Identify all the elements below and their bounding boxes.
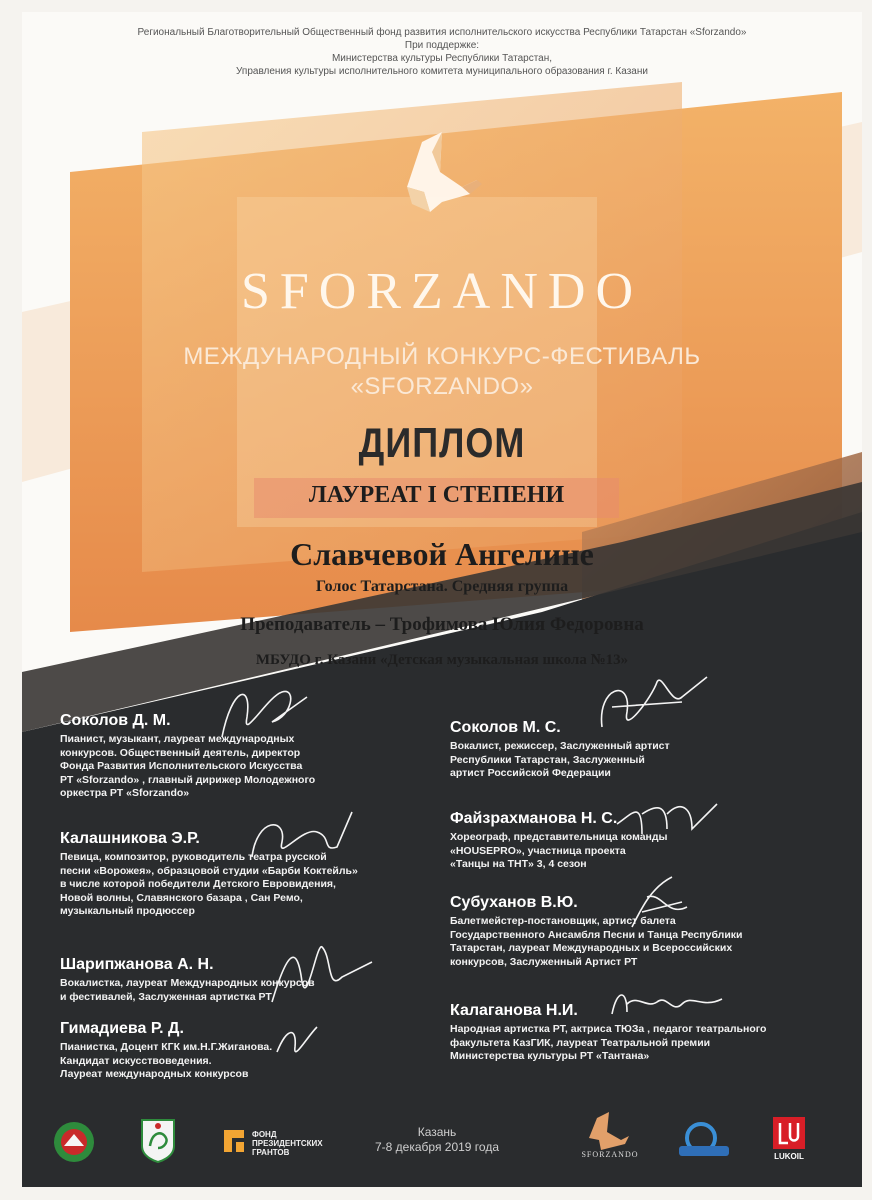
signature-icon [607, 984, 727, 1024]
signature-icon [242, 807, 362, 867]
jury-name: Калашникова Э.Р. [60, 830, 200, 847]
presidential-grants-logo-icon [220, 1126, 248, 1156]
brand-title: SFORZANDO [240, 263, 644, 320]
school: МБУДО г. Казани «Детская музыкальная школа №13» [255, 652, 629, 668]
signature-icon [262, 932, 382, 1012]
jury-member [60, 1020, 420, 1082]
jury-desc: Балетмейстер-постановщик, артист балета Государственного Ансамбля Песни и Танца Республики Татарстан, лауреат Международных и Всероссийских конкурсов, Заслуженный Артист РТ [450, 915, 743, 968]
recipient-name: Славчевой Ангелине [290, 536, 594, 572]
organizer-line: Региональный Благотворительный Общественный фонд развития исполнительского искусства Республики Татарстан «Sforzando» [137, 27, 747, 38]
jury-name: Файзрахманова Н. С. [450, 810, 618, 827]
support-ministry: Министерства культуры Республики Татарстан, [331, 53, 553, 64]
contest-line-2: «SFORZANDO» [350, 373, 534, 400]
presidential-grants-text: ФОНД ПРЕЗИДЕНТСКИХ ГРАНТОВ [252, 1130, 323, 1157]
signature-icon [267, 1017, 327, 1062]
jury-desc: Певица, композитор, руководитель театра русской песни «Ворожея», образцовой студии «Барби Коктейль» в числе которой победители Детского Евровидения, Новой волны, Славянского базара , Сан Ремо, музыкальный продюссер [60, 851, 358, 917]
sforzando-small-text: SFORZANDO [581, 1150, 639, 1159]
contest-title [22, 342, 862, 402]
contest-line-1: МЕЖДУНАРОДНЫЙ КОНКУРС-ФЕСТИВАЛЬ [183, 343, 701, 370]
jury-name: Субуханов В.Ю. [450, 894, 578, 911]
jury-name: Соколов Д. М. [60, 712, 171, 729]
jury-name: Калаганова Н.И. [450, 1002, 578, 1019]
signature-icon [622, 867, 702, 937]
jury-desc: Вокалист, режиссер, Заслуженный артист Республики Татарстан, Заслуженный артист Российской Федерации [450, 740, 670, 779]
jury-desc: Народная артистка РТ, актриса ТЮЗа , педагог театрального факультета КазГИК, лауреат Театральной премии Министерства культуры РТ «Тантана» [450, 1023, 767, 1062]
signature-icon [592, 667, 712, 742]
header-text [22, 26, 862, 78]
event-date: 7-8 декабря 2019 года [374, 1140, 499, 1154]
signature-icon [212, 677, 312, 747]
event-place-date [352, 1125, 522, 1155]
jury-desc: Пианистка, Доцент КГК им.Н.Г.Жиганова. Кандидат искусствоведения. Лауреат международных конкурсов [60, 1041, 273, 1080]
teacher: Преподаватель – Трофимова Юлия Федоровна [240, 614, 644, 635]
diploma [22, 12, 862, 1187]
diploma-title: ДИПЛОМ [358, 418, 526, 466]
sforzando-bird-logo-icon [587, 1112, 633, 1150]
partner-logo-icon [677, 1120, 731, 1160]
tatarstan-emblem-icon [52, 1120, 96, 1164]
lukoil-text: LUKOIL [774, 1152, 804, 1161]
award-text: ЛАУРЕАТ I СТЕПЕНИ [308, 482, 565, 508]
jury-desc: Вокалистка, лауреат Международных конкурсов и фестивалей, Заслуженная артистка РТ [60, 977, 315, 1003]
jury-name: Шарипжанова А. Н. [60, 956, 214, 973]
nomination: Голос Татарстана. Средняя группа [315, 578, 569, 595]
support-department: Управления культуры исполнительного комитета муниципального образования г. Казани [236, 66, 648, 77]
kazan-coat-of-arms-icon [138, 1116, 178, 1164]
jury-desc: Пианист, музыкант, лауреат международных конкурсов. Общественный деятель, директор Фонда Развития Исполнительского Искусства РТ «Sforzando» , главный дирижер Молодежного оркестра РТ «Sforzando» [60, 733, 316, 799]
support-label: При поддержке: [404, 40, 480, 51]
jury-desc: Хореограф, представительница команды «HOUSEPRO», участница проекта «Танцы на ТНТ» 3, 4 сезон [450, 831, 668, 870]
signature-icon [612, 784, 722, 844]
jury-name: Соколов М. С. [450, 719, 561, 736]
jury-name: Гимадиева Р. Д. [60, 1020, 184, 1037]
event-city: Казань [417, 1125, 457, 1139]
lukoil-logo-icon [772, 1116, 806, 1150]
